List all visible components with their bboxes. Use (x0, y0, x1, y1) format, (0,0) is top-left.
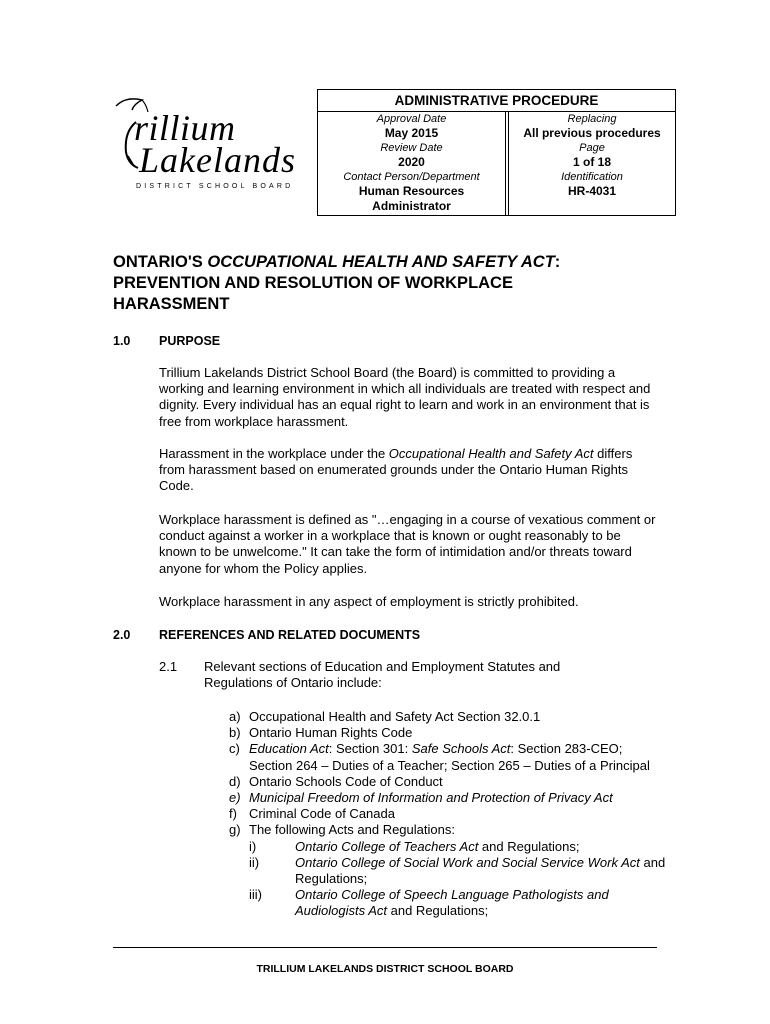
identification-value: HR-4031 (567, 184, 617, 198)
admin-table-title: ADMINISTRATIVE PROCEDURE (318, 90, 675, 112)
list-item-text: : Section 301: (328, 741, 412, 757)
footer-text: TRILLIUM LAKELANDS DISTRICT SCHOOL BOARD (256, 963, 514, 975)
document-title (113, 252, 560, 315)
subsection-2-1-text: Relevant sections of Education and Employment Statutes and Regulations of Ontario include: (204, 659, 561, 691)
list-item-text: and Regulations; (295, 854, 666, 887)
review-date-label: Review Date (380, 142, 443, 154)
title-line3: HARASSMENT (113, 295, 230, 313)
replacing-value: All previous procedures (523, 126, 661, 140)
list-item-text: Occupational Health and Safety Act Section 32.0.1 (249, 709, 541, 724)
purpose-paragraph-1: Trillium Lakelands District School Board (the Board) is committed to providing a working and learning environment in which all individuals are treated with respect and dignity. Every individual has an equal right to learn and work in an environment that is free from workplace harassment. (159, 365, 651, 429)
list-marker: c) (229, 741, 240, 757)
list-marker: g) (229, 822, 241, 838)
title-line1-act: OCCUPATIONAL HEALTH AND SAFETY ACT (207, 253, 555, 271)
list-item (229, 709, 669, 725)
logo-word-lakelands: Lakelands (139, 140, 296, 180)
review-date-value: 2020 (398, 155, 425, 169)
list-item-text: Criminal Code of Canada (249, 806, 395, 822)
list-item (229, 774, 669, 790)
list-item-text: Municipal Freedom of Information and Protection of Privacy Act (249, 790, 613, 806)
list-item-text: Ontario College of Teachers Act (295, 838, 479, 854)
p2-act: Occupational Health and Safety Act (388, 446, 594, 461)
title-line2: PREVENTION AND RESOLUTION OF WORKPLACE (113, 274, 513, 292)
page-value: 1 of 18 (572, 155, 611, 169)
list-item (229, 806, 669, 822)
list-marker: e) (229, 790, 241, 806)
list-marker: f) (229, 806, 237, 822)
list-marker: b) (229, 725, 241, 741)
references-list (229, 709, 669, 920)
list-subitem (229, 887, 669, 919)
list-item (229, 741, 669, 773)
contact-value-role: Administrator (372, 199, 451, 213)
contact-value-dept: Human Resources (358, 184, 465, 198)
list-marker: ii) (249, 854, 260, 870)
admin-table-right-column (508, 111, 675, 215)
contact-label: Contact Person/Department (343, 171, 480, 183)
list-item-text: The following Acts and Regulations: (249, 822, 455, 838)
list-item-text: and Regulations; (387, 903, 489, 919)
list-marker: i) (249, 838, 257, 854)
replacing-label: Replacing (567, 113, 617, 125)
identification-label: Identification (561, 171, 623, 183)
list-item-text: Education Act (249, 741, 329, 757)
section-1-heading (113, 333, 220, 349)
board-logo (112, 92, 296, 202)
section-1-title: PURPOSE (159, 334, 221, 348)
list-item (229, 725, 669, 741)
admin-table-left-column (318, 111, 506, 215)
subsection-2-1-number: 2.1 (159, 659, 178, 674)
list-subitem (229, 839, 669, 855)
logo-word-trillium: rillium (134, 108, 236, 148)
list-item-text: Ontario Human Rights Code (249, 725, 413, 741)
purpose-paragraph-4: Workplace harassment in any aspect of employment is strictly prohibited. (159, 594, 579, 609)
purpose-paragraph-2 (159, 446, 659, 495)
list-marker: iii) (249, 887, 262, 903)
section-2-title: REFERENCES AND RELATED DOCUMENTS (159, 628, 421, 642)
logo-tagline: DISTRICT SCHOOL BOARD (136, 183, 294, 190)
purpose-paragraph-3: Workplace harassment is defined as "…engaging in a course of vexatious comment or conduct against a worker in a workplace that is known or ought reasonably to be known to be unwelcome." It can take the form of intimidation and/or threats toward anyone for whom the Policy applies. (159, 512, 656, 576)
list-item-text: : Section 283-CEO; Section 264 – Duties of a Teacher; Section 265 – Duties of a Principal (249, 741, 650, 773)
title-line1-start: ONTARIO'S (113, 253, 208, 271)
section-2-heading (113, 627, 420, 643)
approval-date-value: May 2015 (384, 126, 439, 140)
list-item-text: Ontario College of Speech Language Pathologists and Audiologists Act (295, 887, 609, 919)
list-subitem (229, 855, 669, 887)
approval-date-label: Approval Date (376, 113, 447, 125)
admin-procedure-table (317, 89, 676, 216)
list-item-text: and Regulations; (478, 838, 580, 854)
title-line1-colon: : (554, 253, 561, 271)
section-1-number: 1.0 (113, 334, 131, 348)
list-marker: d) (229, 773, 241, 789)
p2-start: Harassment in the workplace under the (159, 446, 389, 461)
section-2-number: 2.0 (113, 628, 131, 642)
footer-divider (113, 947, 657, 948)
list-item (229, 790, 669, 806)
list-item (229, 822, 669, 838)
list-item-text: Safe Schools Act (411, 741, 511, 757)
list-marker: a) (229, 709, 241, 724)
page-label: Page (579, 142, 605, 154)
list-item-text: Ontario College of Social Work and Social Service Work Act (295, 854, 640, 870)
p2-end: differs from harassment based on enumerated grounds under the Ontario Human Rights Code. (159, 446, 633, 494)
list-item-text: Ontario Schools Code of Conduct (249, 773, 443, 789)
